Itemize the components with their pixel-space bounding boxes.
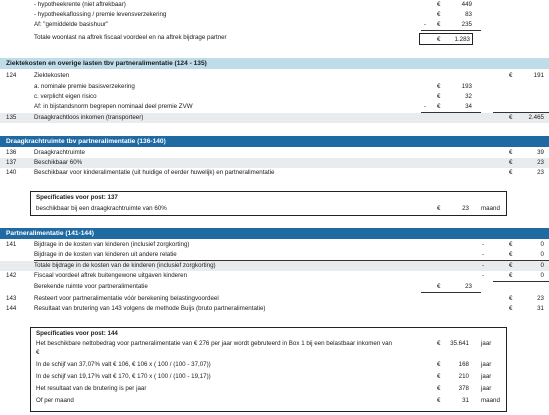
row-label: Beschikbaar 60%: [34, 159, 83, 166]
section-title: Draagkrachtruimte tbv partneralimentatie (136-140): [6, 138, 166, 145]
table-row: [0, 250, 549, 260]
currency-symbol: €: [509, 262, 513, 269]
row-value: 449: [461, 1, 472, 8]
subtotal-line: [421, 30, 481, 31]
currency-symbol: €: [509, 241, 513, 248]
row-value: 83: [465, 11, 472, 18]
section-title: Ziektekosten en overige lasten tbv partneralimentatie (124 - 135): [6, 60, 207, 67]
currency-symbol: €: [509, 272, 513, 279]
specification-box-137: [30, 191, 507, 216]
row-label: Fiscaal voordeel aftrek buitengewone uitgaven kinderen: [34, 272, 188, 279]
row-value: 191: [533, 72, 544, 79]
post-code: 140: [6, 169, 17, 176]
post-code: 141: [6, 241, 17, 248]
row-label: Af: "gemiddelde basishuur": [34, 21, 109, 28]
table-row: [0, 271, 549, 281]
table-row: [0, 82, 549, 92]
row-value: 31: [537, 305, 544, 312]
table-row: [0, 71, 549, 81]
spec-unit: jaar: [481, 361, 492, 368]
table-row: [0, 240, 549, 250]
section-title: Partneralimentatie (141-144): [6, 230, 94, 237]
post-code: 144: [6, 305, 17, 312]
table-row: [0, 282, 549, 292]
table-row: [0, 20, 549, 30]
table-row: [0, 102, 549, 112]
row-value: 23: [537, 159, 544, 166]
spec-value: 210: [458, 373, 469, 380]
spec-value: 31: [462, 397, 469, 404]
table-row: [0, 92, 549, 102]
post-code: 136: [6, 149, 17, 156]
row-value: 23: [537, 295, 544, 302]
spec-unit: maand: [481, 397, 500, 404]
table-row: [0, 158, 549, 168]
currency-symbol: €: [509, 159, 513, 166]
minus-sign: -: [482, 272, 485, 279]
currency-symbol: €: [437, 83, 441, 90]
row-label: Af: in bijstandsnorm begrepen nominaal deel premie ZVW: [34, 103, 193, 110]
minus-sign: -: [424, 103, 427, 110]
spec-title: Specificaties voor post: 144: [36, 330, 118, 337]
spec-label: Het beschikbare nettobedrag voor partneralimentatie van € 276 per jaar wordt gebruteerd in Box 1 bij een belastbaar inkomen van: [36, 340, 392, 347]
spec-label: In de schijf van 19,17% valt € 170, € 170 x ( 100 / (100 - 19,17)): [36, 373, 211, 380]
row-value: 0: [540, 272, 544, 279]
table-row: [0, 168, 549, 178]
row-value: 23: [465, 283, 472, 290]
currency-symbol: €: [509, 114, 513, 121]
subtotal-line: [421, 292, 481, 293]
row-label: Resultaat van brutering van 143 volgens de methode Buijs (bruto partneralimentatie): [34, 305, 266, 312]
currency-symbol: €: [437, 11, 441, 18]
currency-symbol: €: [437, 1, 441, 8]
row-label: Draagkrachtruimte: [34, 149, 85, 156]
post-code: 142: [6, 272, 17, 279]
spec-label: In de schijf van 37,07% valt € 106, € 106 x ( 100 / (100 - 37,07)): [36, 361, 211, 368]
spec-unit: jaar: [481, 373, 492, 380]
spec-unit: jaar: [481, 385, 492, 392]
row-label: Totale bijdrage in de kosten van de kinderen (inclusief zorgkorting): [34, 262, 216, 269]
spec-value: 378: [458, 385, 469, 392]
table-row: [0, 148, 549, 158]
currency-symbol: €: [437, 397, 441, 404]
section-header-ziektekosten: [0, 58, 549, 69]
row-label: - hypotheekrente (niet aftrekbaar): [34, 1, 126, 8]
row-label: - hypotheekaflossing / premie levensverzekering: [34, 11, 167, 18]
minus-sign: -: [482, 262, 485, 269]
spec-label: Het resultaat van de brutering is per jaar: [36, 385, 147, 392]
row-label: a. nominale premie basisverzekering: [34, 83, 135, 90]
table-row: [0, 0, 549, 10]
post-code: 137: [6, 159, 17, 166]
currency-symbol: €: [509, 72, 513, 79]
row-label: Resteert voor partneralimentatie vóór berekening belastingvoordeel: [34, 295, 219, 302]
total-value-box: [419, 33, 473, 45]
table-row: [0, 10, 549, 20]
row-label: c. verplicht eigen risico: [34, 93, 97, 100]
spec-title: Specificaties voor post: 137: [36, 194, 118, 201]
table-row: [0, 304, 549, 314]
row-value: 32: [465, 93, 472, 100]
currency-symbol: €: [437, 361, 441, 368]
currency-symbol: €: [509, 305, 513, 312]
row-label: Berekende ruimte voor partneralimentatie: [34, 283, 148, 290]
post-code: 143: [6, 295, 17, 302]
spec-label-continued: €: [36, 349, 40, 356]
row-value: 235: [461, 21, 472, 28]
row-value: 34: [465, 103, 472, 110]
row-value: 0: [540, 241, 544, 248]
currency-symbol: €: [437, 36, 441, 43]
spec-value: 35.641: [450, 340, 469, 347]
row-value: 0: [540, 251, 544, 258]
minus-sign: -: [482, 251, 485, 258]
currency-symbol: €: [509, 149, 513, 156]
currency-symbol: €: [437, 93, 441, 100]
table-row: [0, 113, 549, 123]
spec-unit: maand: [481, 205, 500, 212]
currency-symbol: €: [437, 283, 441, 290]
row-value: 23: [537, 169, 544, 176]
section-header-draagkrachtruimte: [0, 136, 549, 147]
specification-box-144: [30, 327, 507, 412]
row-value: 0: [540, 262, 544, 269]
spec-label: beschikbaar bij een draagkrachtruimte van 60%: [36, 205, 167, 212]
minus-sign: -: [424, 21, 427, 28]
currency-symbol: €: [437, 205, 441, 212]
row-value: 2.465: [528, 114, 544, 121]
row-label: Draagkrachtloos inkomen (transporteer): [34, 114, 144, 121]
total-value: 1.283: [454, 36, 470, 43]
row-label: Beschikbaar voor kinderalimentatie (uit huidige of eerder huwelijk) en partneralimentatie: [34, 169, 275, 176]
row-label: Ziektekosten: [34, 72, 70, 79]
currency-symbol: €: [437, 340, 441, 347]
post-code: 135: [6, 114, 17, 121]
row-value: 39: [537, 149, 544, 156]
table-row: [0, 261, 549, 271]
spec-unit: jaar: [481, 340, 492, 347]
spec-label: Of per maand: [36, 397, 74, 404]
section-header-partneralimentatie: [0, 228, 549, 239]
total-label: Totale woonlast na aftrek fiscaal voordeel en na aftrek bijdrage partner: [34, 34, 227, 41]
table-row: [0, 294, 549, 304]
row-label: Bijdrage in de kosten van kinderen uit andere relatie: [34, 251, 177, 258]
currency-symbol: €: [509, 169, 513, 176]
currency-symbol: €: [437, 385, 441, 392]
currency-symbol: €: [509, 251, 513, 258]
currency-symbol: €: [437, 103, 441, 110]
currency-symbol: €: [509, 295, 513, 302]
currency-symbol: €: [437, 373, 441, 380]
spec-value: 23: [462, 205, 469, 212]
post-code: 124: [6, 72, 17, 79]
spec-value: 168: [458, 361, 469, 368]
row-label: Bijdrage in de kosten van kinderen (inclusief zorgkorting): [34, 241, 190, 248]
minus-sign: -: [482, 241, 485, 248]
currency-symbol: €: [437, 21, 441, 28]
row-value: 193: [461, 83, 472, 90]
